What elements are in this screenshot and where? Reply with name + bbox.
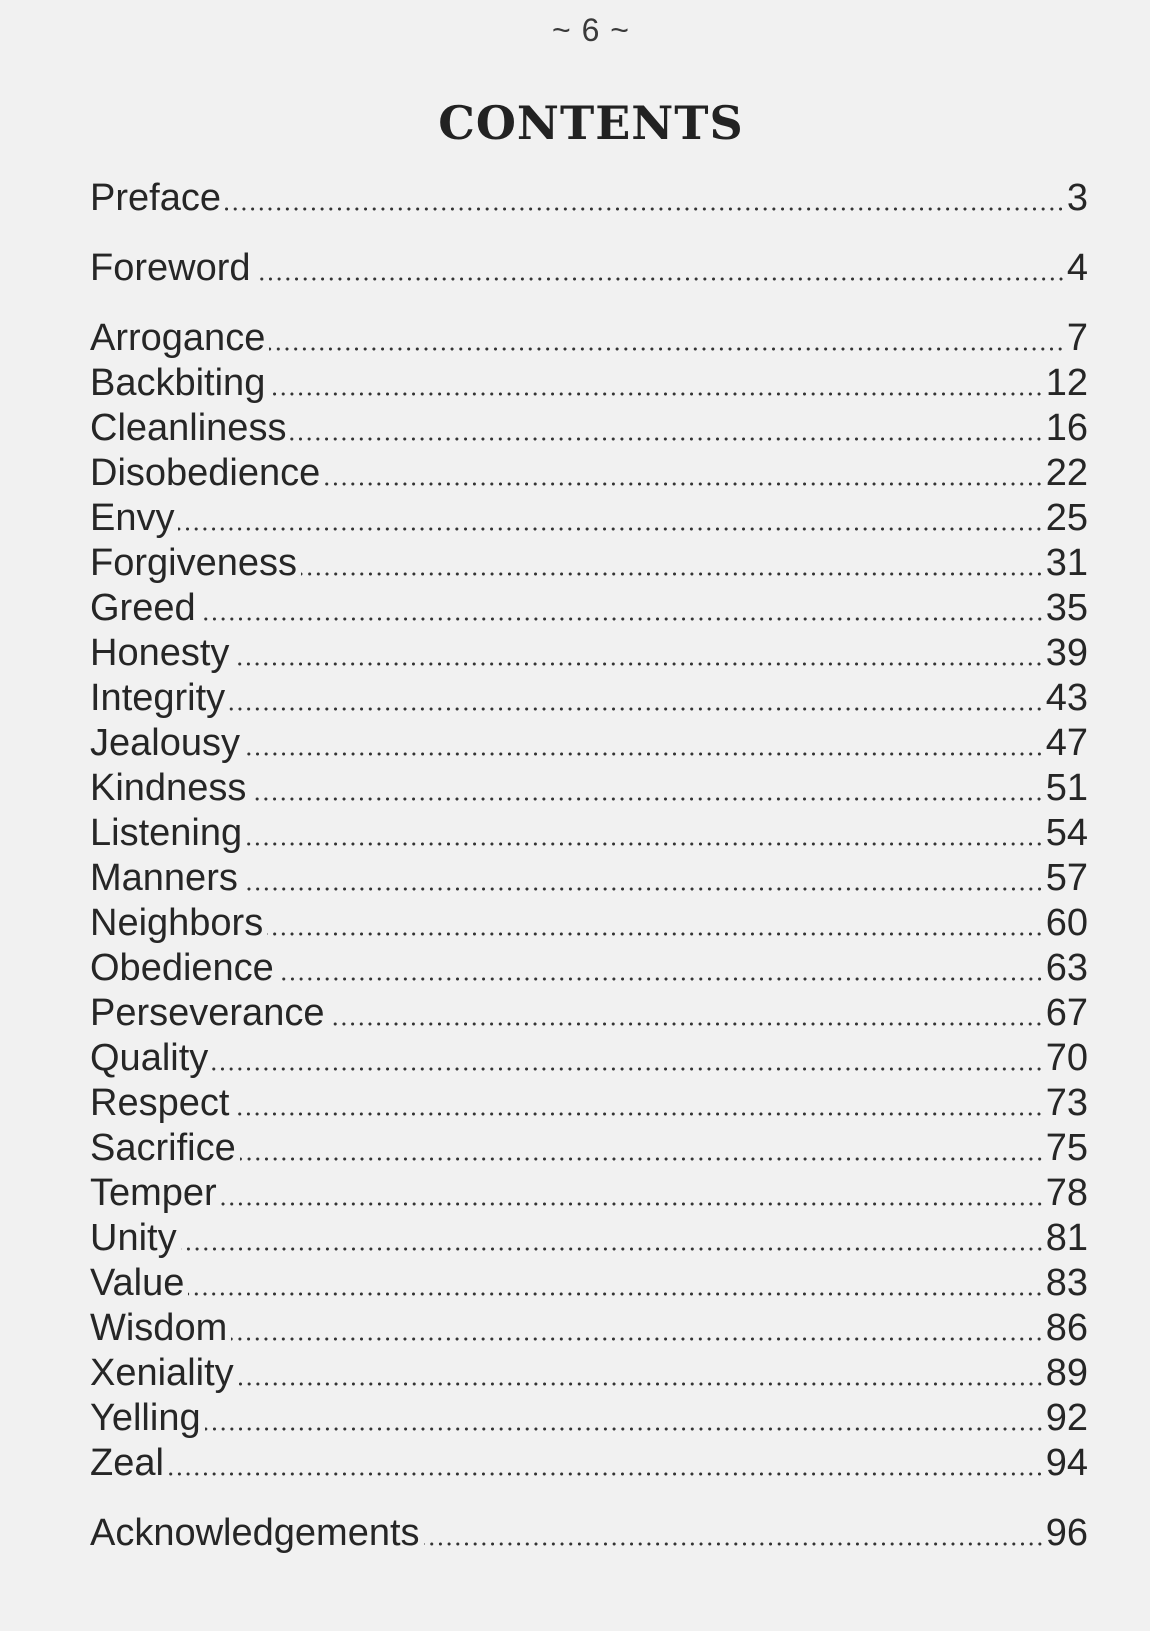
dot-leader (278, 946, 1044, 990)
toc-entry-page: 70 (1045, 1037, 1088, 1079)
dot-leader (233, 1081, 1043, 1125)
toc-entry[interactable] (90, 541, 1088, 585)
toc-entry-label: Jealousy (90, 722, 240, 764)
toc-entry-page: 78 (1045, 1172, 1088, 1214)
toc-entry-page: 83 (1045, 1262, 1088, 1304)
toc-entry-page: 39 (1045, 632, 1088, 674)
dot-leader (240, 1126, 1044, 1170)
toc-entry-label: Listening (90, 812, 243, 854)
toc-entry[interactable] (90, 811, 1088, 855)
dot-leader (200, 586, 1044, 630)
toc-entry[interactable] (90, 1351, 1088, 1395)
toc-entry-page: 31 (1045, 542, 1088, 584)
toc-entry[interactable] (90, 1306, 1088, 1350)
toc-entry[interactable] (90, 946, 1088, 990)
toc-entry-label: Disobedience (90, 452, 321, 494)
toc-entry[interactable] (90, 1126, 1088, 1170)
dot-leader (250, 766, 1043, 810)
toc-entry-label: Respect (90, 1082, 230, 1124)
toc-entry[interactable] (90, 676, 1088, 720)
toc-entry-page: 92 (1045, 1397, 1088, 1439)
toc-entry-label: Integrity (90, 677, 226, 719)
dot-leader (178, 496, 1043, 540)
dot-leader (181, 1216, 1044, 1260)
toc-entry[interactable] (90, 1081, 1088, 1125)
toc-entry-label: Temper (90, 1172, 217, 1214)
toc-entry-page: 86 (1045, 1307, 1088, 1349)
page-number: ~ 6 ~ (552, 12, 630, 48)
dot-leader (188, 1261, 1043, 1305)
toc-entry[interactable] (90, 451, 1088, 495)
dot-leader (290, 406, 1043, 450)
dot-leader (424, 1511, 1044, 1555)
toc-entry[interactable] (90, 1261, 1088, 1305)
dot-leader (246, 811, 1044, 855)
toc-entry[interactable] (90, 721, 1088, 765)
toc-entry-label: Manners (90, 857, 238, 899)
toc-entry-page: 81 (1045, 1217, 1088, 1259)
dot-leader (225, 176, 1065, 220)
toc-entry-page: 47 (1045, 722, 1088, 764)
toc-entry-page: 43 (1045, 677, 1088, 719)
toc-entry-foreword[interactable] (90, 246, 1088, 290)
toc-entry[interactable] (90, 1216, 1088, 1260)
toc-entry-page: 3 (1066, 177, 1088, 219)
dot-leader (229, 676, 1044, 720)
toc-entry[interactable] (90, 901, 1088, 945)
toc-entry-page: 67 (1045, 992, 1088, 1034)
dot-leader (328, 991, 1043, 1035)
toc-entry-label: Xeniality (90, 1352, 234, 1394)
dot-leader (168, 1441, 1044, 1485)
toc-entry-label: Zeal (90, 1442, 164, 1484)
toc-entry-label: Arrogance (90, 317, 266, 359)
dot-leader (244, 721, 1044, 765)
toc-entry[interactable] (90, 631, 1088, 675)
toc-entry-label: Neighbors (90, 902, 264, 944)
toc-entry[interactable] (90, 856, 1088, 900)
contents-heading: CONTENTS (438, 96, 744, 150)
toc-entry-page: 94 (1045, 1442, 1088, 1484)
toc-entry-page: 7 (1066, 317, 1088, 359)
toc-entry-label: Kindness (90, 767, 247, 809)
dot-leader (233, 631, 1043, 675)
dot-leader (269, 316, 1065, 360)
dot-leader (301, 541, 1044, 585)
toc-entry-page: 22 (1045, 452, 1088, 494)
toc-entry-page: 96 (1045, 1512, 1088, 1554)
toc-entry-page: 4 (1066, 247, 1088, 289)
toc-entry-preface[interactable] (90, 176, 1088, 220)
toc-entry[interactable] (90, 1171, 1088, 1215)
toc-entry[interactable] (90, 1036, 1088, 1080)
toc-entry[interactable] (90, 586, 1088, 630)
toc-entry-page: 51 (1045, 767, 1088, 809)
toc-entry-page: 75 (1045, 1127, 1088, 1169)
toc-entry-label: Value (90, 1262, 185, 1304)
toc-entry-label: Envy (90, 497, 175, 539)
toc-entry[interactable] (90, 1441, 1088, 1485)
toc-entry-page: 25 (1045, 497, 1088, 539)
toc-entry-page: 16 (1045, 407, 1088, 449)
toc-entry-label: Greed (90, 587, 196, 629)
toc-entry-label: Forgiveness (90, 542, 297, 584)
toc-entry-page: 57 (1045, 857, 1088, 899)
toc-entry-page: 60 (1045, 902, 1088, 944)
toc-entry[interactable] (90, 406, 1088, 450)
toc-entry-page: 73 (1045, 1082, 1088, 1124)
toc-entry-page: 54 (1045, 812, 1088, 854)
dot-leader (221, 1171, 1044, 1215)
toc-entry[interactable] (90, 766, 1088, 810)
toc-entry-label: Yelling (90, 1397, 201, 1439)
dot-leader (231, 1306, 1043, 1350)
toc-entry-label: Perseverance (90, 992, 325, 1034)
toc-entry-label: Honesty (90, 632, 230, 674)
toc-entry[interactable] (90, 991, 1088, 1035)
toc-entry-label: Unity (90, 1217, 177, 1259)
toc-entry-page: 89 (1045, 1352, 1088, 1394)
toc-entry[interactable] (90, 496, 1088, 540)
dot-leader (324, 451, 1043, 495)
toc-entry-acknowledgements[interactable] (90, 1511, 1088, 1555)
toc-entry-label: Backbiting (90, 362, 266, 404)
toc-entry[interactable] (90, 316, 1088, 360)
toc-entry-label: Sacrifice (90, 1127, 236, 1169)
toc-entry-page: 63 (1045, 947, 1088, 989)
dot-leader (269, 361, 1043, 405)
toc-entry[interactable] (90, 361, 1088, 405)
toc-entry-label: Obedience (90, 947, 274, 989)
dot-leader (267, 901, 1044, 945)
toc-entry-label: Wisdom (90, 1307, 228, 1349)
toc-entry-label: Cleanliness (90, 407, 287, 449)
toc-entry[interactable] (90, 1396, 1088, 1440)
dot-leader (242, 856, 1044, 900)
dot-leader (238, 1351, 1044, 1395)
dot-leader (255, 246, 1065, 290)
dot-leader (205, 1396, 1044, 1440)
toc-entry-label: Preface (90, 177, 221, 219)
toc-entry-page: 35 (1045, 587, 1088, 629)
toc-entry-page: 12 (1045, 362, 1088, 404)
toc-entry-label: Foreword (90, 247, 251, 289)
toc-entry-label: Acknowledgements (90, 1512, 420, 1554)
toc-entry-label: Quality (90, 1037, 209, 1079)
dot-leader (212, 1036, 1043, 1080)
